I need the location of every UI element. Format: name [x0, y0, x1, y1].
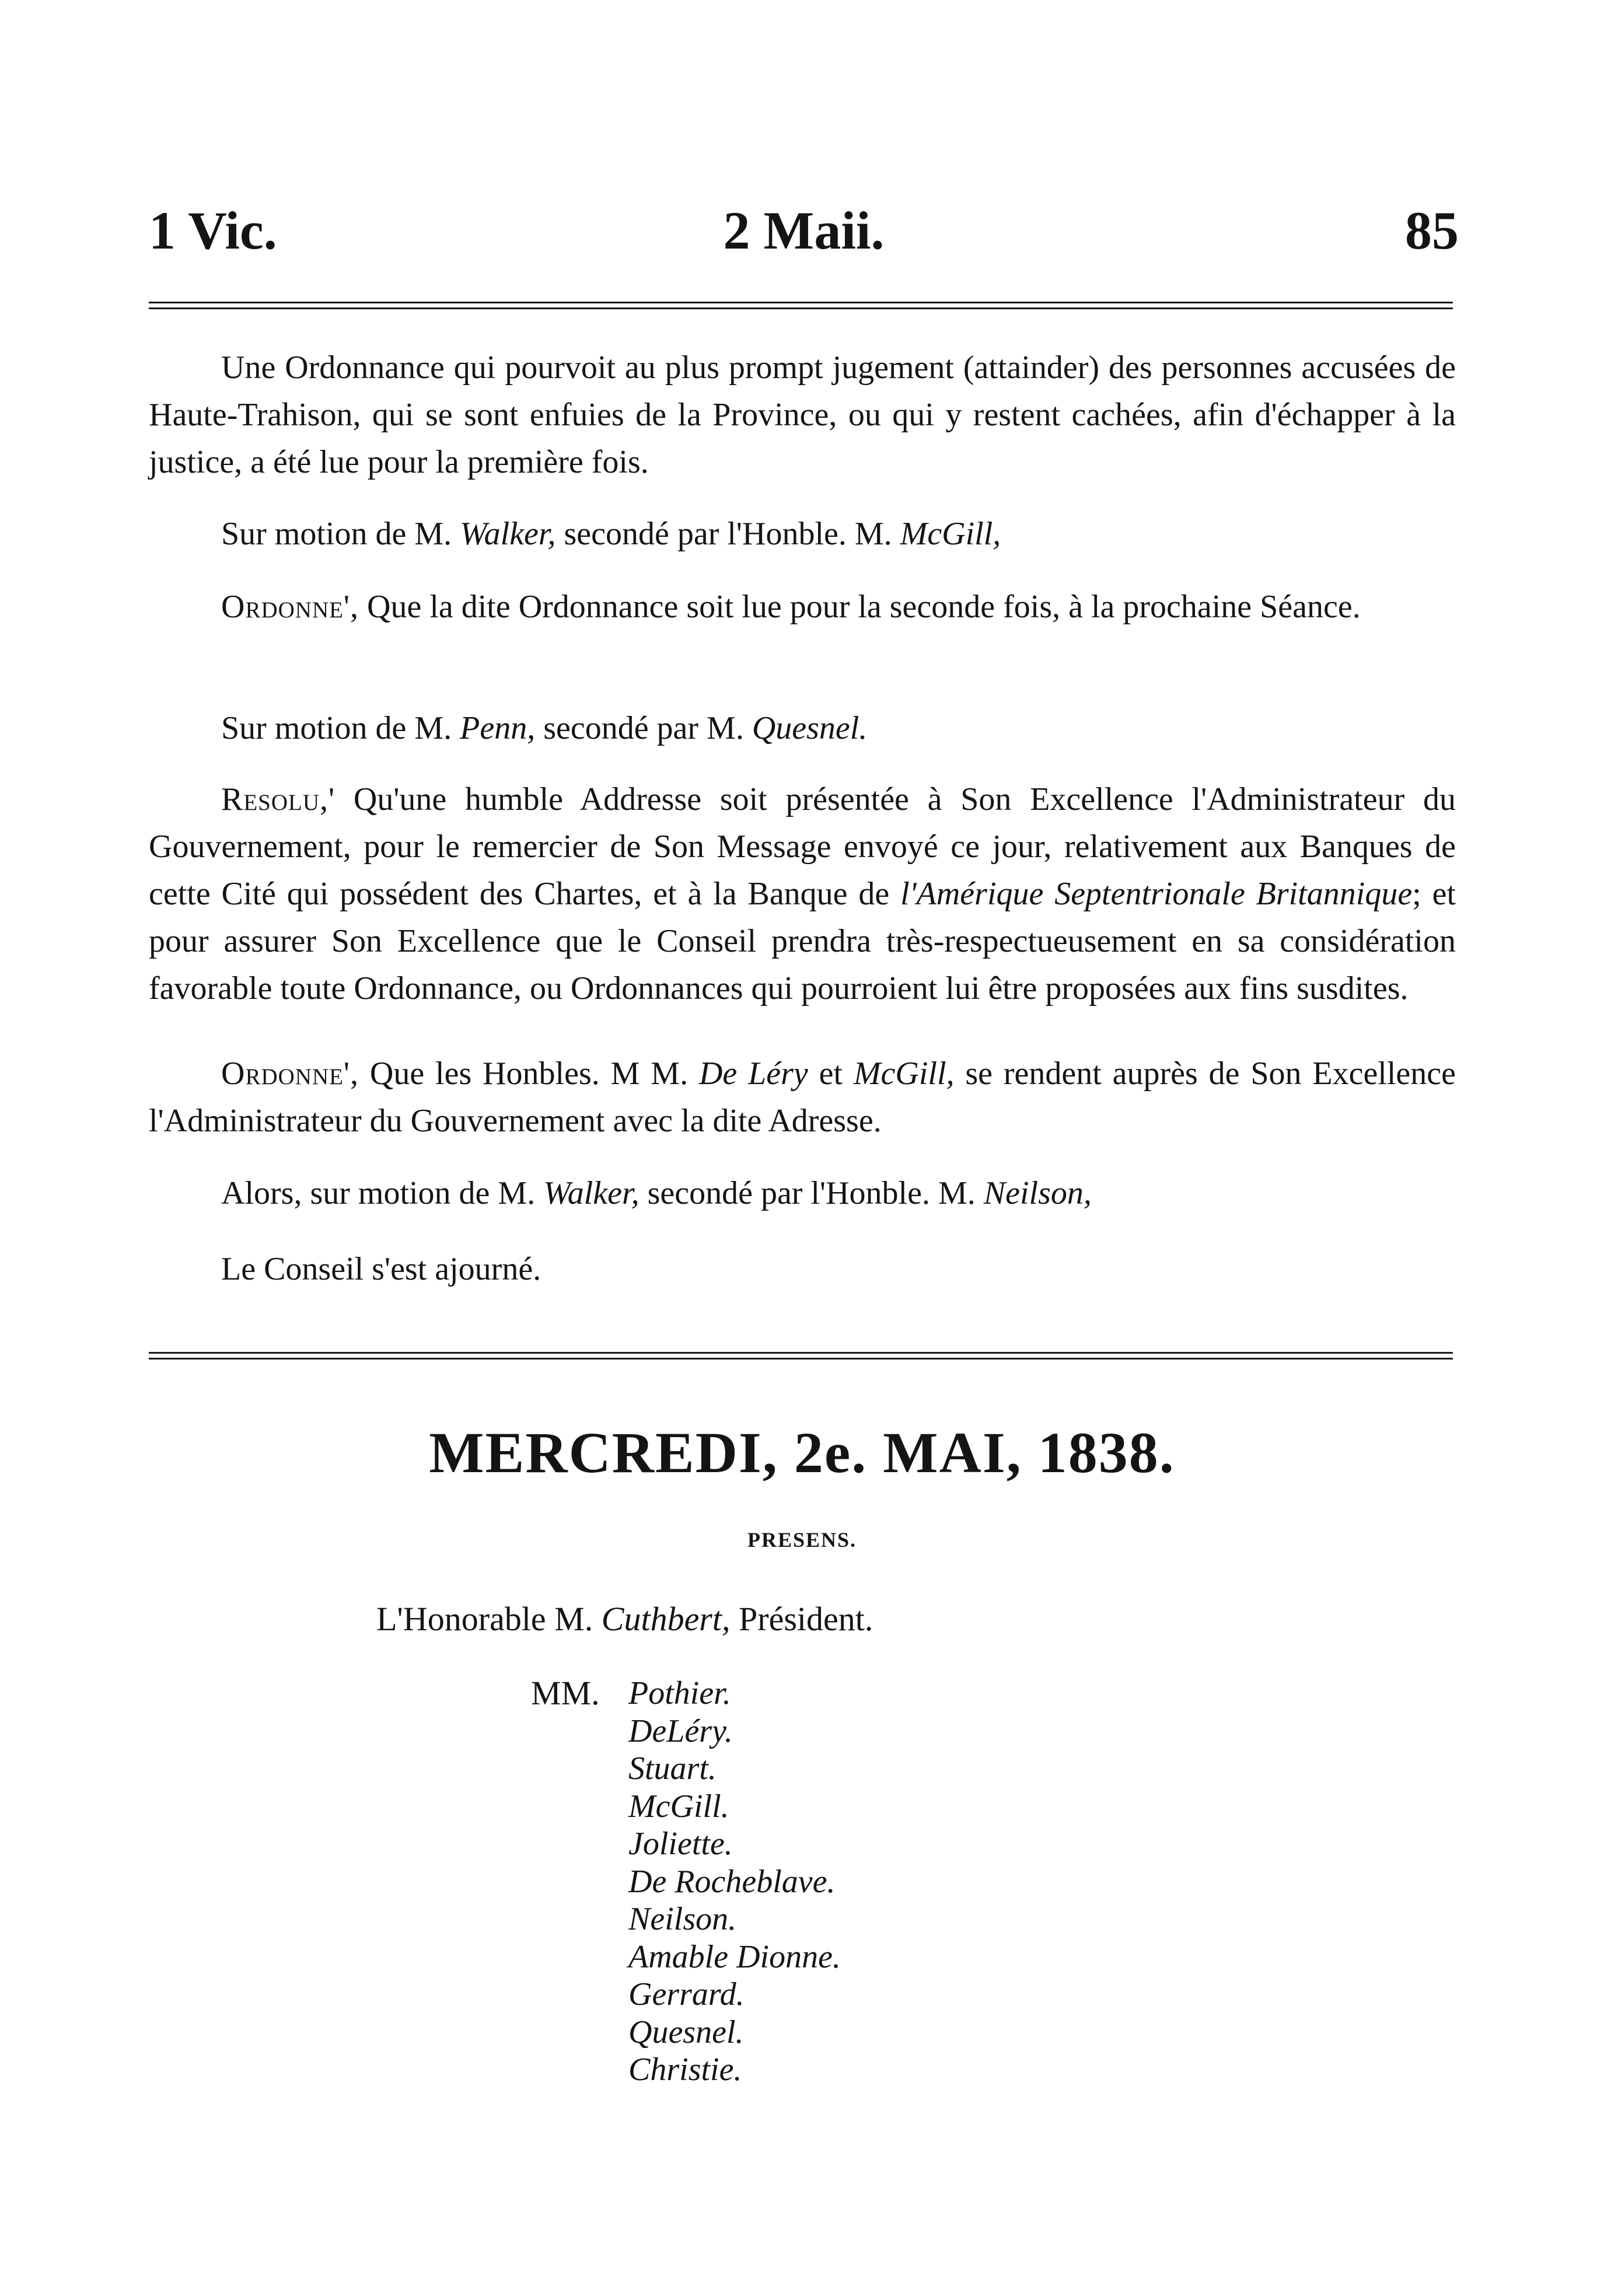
motion-text: secondé par M. — [543, 710, 744, 746]
motion-text: secondé par l'Honble. M. — [564, 516, 892, 552]
member-name: Joliette. — [628, 1826, 733, 1862]
header-divider — [149, 302, 1453, 309]
member-name: DeLéry. — [628, 1713, 733, 1749]
session-date-heading: MERCREDI, 2e. MAI, 1838. — [429, 1420, 1175, 1485]
member-name: Stuart. — [628, 1750, 717, 1787]
order-keyword: Ordonne', — [221, 1056, 359, 1092]
motion-text: Sur motion de M. — [221, 516, 452, 552]
members-list — [628, 1675, 841, 2089]
header-regnal-year: 1 Vic. — [149, 201, 277, 260]
president-name: Cuthbert, — [601, 1600, 731, 1638]
member-name: Neilson. — [628, 1901, 737, 1937]
paragraph-text: Que la dite Ordonnance soit lue pour la seconde fois, à la prochaine Séance. — [367, 589, 1361, 625]
member-name: McGill. — [628, 1788, 729, 1825]
member-name: Pothier. — [628, 1675, 731, 1711]
member-name: Quesnel. — [628, 2014, 744, 2050]
paragraph-text: ; et pour assurer Son Excellence que le Conseil prendra très-respectueusement en sa considération favorable toute Ordonnance, ou Ordonnances qui pourroient lui être proposées aux fins susdites. — [149, 876, 1456, 1007]
paragraph-resolution-address — [149, 776, 1456, 1012]
paragraph-text: Une Ordonnance qui pourvoit au plus prompt jugement (attainder) des personnes accusées de Haute-Trahison, qui se sont enfuies de la Province, ou qui y restent cachées, afin d'échapper à la justice, a été lue pour la première fois. — [149, 350, 1456, 480]
member-name: Walker, — [460, 516, 556, 552]
members-label: MM. — [531, 1674, 600, 1712]
paragraph-ordinance-first-reading — [149, 344, 1456, 486]
motion-text: Alors, sur motion de M. — [221, 1175, 536, 1211]
motion-text: secondé par l'Honble. M. — [647, 1175, 976, 1211]
paragraph-motion-penn — [149, 705, 1456, 752]
member-name: Quesnel. — [752, 710, 868, 746]
paragraph-text: et — [819, 1056, 843, 1092]
president-line — [376, 1596, 873, 1643]
session-divider — [149, 1352, 1453, 1360]
running-header — [149, 195, 1459, 265]
president-prefix: L'Honorable M. — [376, 1600, 593, 1638]
president-title: Président. — [739, 1600, 873, 1638]
presens-label: PRESENS. — [747, 1528, 857, 1551]
header-date: 2 Maii. — [723, 201, 885, 260]
paragraph-adjourned — [149, 1246, 1456, 1293]
bank-name: l'Amérique Septentrionale Britannique — [900, 876, 1413, 912]
member-name: McGill, — [853, 1056, 955, 1092]
member-name: Neilson, — [983, 1175, 1092, 1211]
member-name: Christie. — [628, 2052, 742, 2088]
order-keyword: Ordonne', — [221, 589, 359, 625]
paragraph-text: Qu'une humble Addresse soit présentée à Son Excellence l'Administrateur du Gouvernement, pour le remercier de Son Message envoyé ce jour, relativement aux Banques de cette Cité qui possédent des Chartes, et à la Banque de — [149, 781, 1456, 912]
paragraph-ordonne-second-reading — [149, 583, 1456, 631]
paragraph-motion-adjourn — [149, 1170, 1456, 1217]
member-name: De Rocheblave. — [628, 1863, 836, 1900]
member-name: Gerrard. — [628, 1976, 745, 2012]
member-name: McGill, — [900, 516, 1001, 552]
member-name: De Léry — [698, 1056, 808, 1092]
paragraph-text: se rendent auprès de Son Excellence l'Administrateur du Gouvernement avec la dite Adresse. — [149, 1056, 1456, 1139]
paragraph-motion-walker — [149, 511, 1456, 558]
member-name: Penn, — [460, 710, 536, 746]
page-number: 85 — [1405, 201, 1459, 260]
member-name: Walker, — [543, 1175, 639, 1211]
member-name: Amable Dionne. — [628, 1938, 841, 1975]
paragraph-text: Que les Honbles. M M. — [369, 1056, 689, 1092]
paragraph-text: Le Conseil s'est ajourné. — [221, 1251, 541, 1287]
resolution-keyword: Resolu,' — [221, 781, 336, 817]
paragraph-ordonne-delegation — [149, 1050, 1456, 1145]
motion-text: Sur motion de M. — [221, 710, 452, 746]
